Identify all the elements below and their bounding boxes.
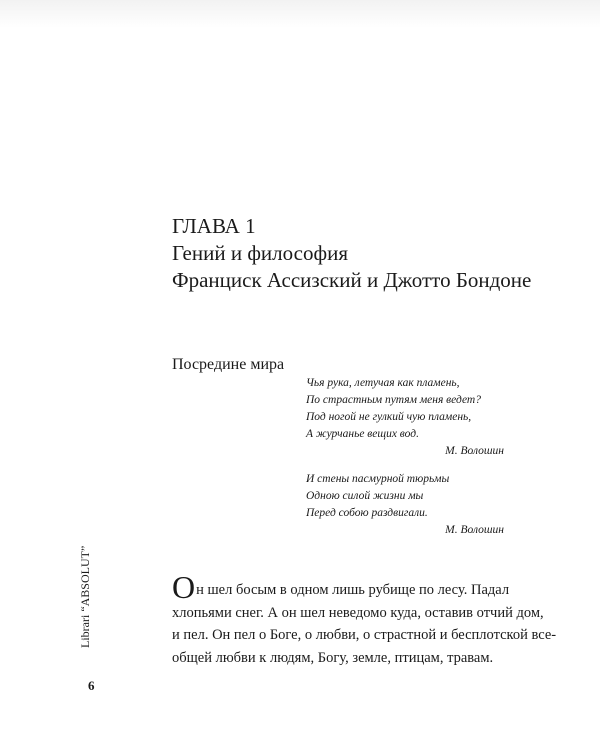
epigraph <box>306 471 506 539</box>
verse-line: Чья рука, летучая как пламень, <box>306 377 460 389</box>
verse-line: Одною силой жизни мы <box>306 490 424 502</box>
verse-line: Перед собою раздвигали. <box>306 507 428 519</box>
chapter-subtitle: Франциск Ассизский и Джотто Бондоне <box>172 268 532 292</box>
epigraph <box>306 375 506 460</box>
chapter-title: Гений и философия <box>172 241 348 265</box>
body-paragraph <box>172 569 557 669</box>
section-title: Посредине мира <box>172 356 285 373</box>
page-number: 6 <box>88 678 95 693</box>
verse-line: По страстным путям меня ведет? <box>306 394 481 406</box>
margin-publisher-label: Librari “ABSOLUT” <box>78 545 92 648</box>
epigraph-author: М. Волошин <box>445 445 504 457</box>
body-line <box>172 569 510 605</box>
page-top-shading <box>0 0 600 28</box>
body-line: общей любви к людям, Богу, земле, птицам, травам. <box>172 649 494 666</box>
chapter-number: ГЛАВА 1 <box>172 214 256 238</box>
verse-line: А журчанье вещих вод. <box>306 428 419 440</box>
drop-cap: О <box>172 569 196 605</box>
verse-line: Под ногой не гулкий чую пламень, <box>306 411 472 423</box>
chapter-heading <box>172 213 572 294</box>
body-line: и пел. Он пел о Боге, о любви, о страстной и бесплотской все- <box>172 627 557 643</box>
body-line: хлопьями снег. А он шел неведомо куда, оставив отчий дом, <box>172 604 544 621</box>
body-line-text: н шел босым в одном лишь рубище по лесу. Падал <box>196 582 510 598</box>
epigraph-author: М. Волошин <box>445 524 504 536</box>
verse-line: И стены пасмурной тюрьмы <box>306 473 450 485</box>
